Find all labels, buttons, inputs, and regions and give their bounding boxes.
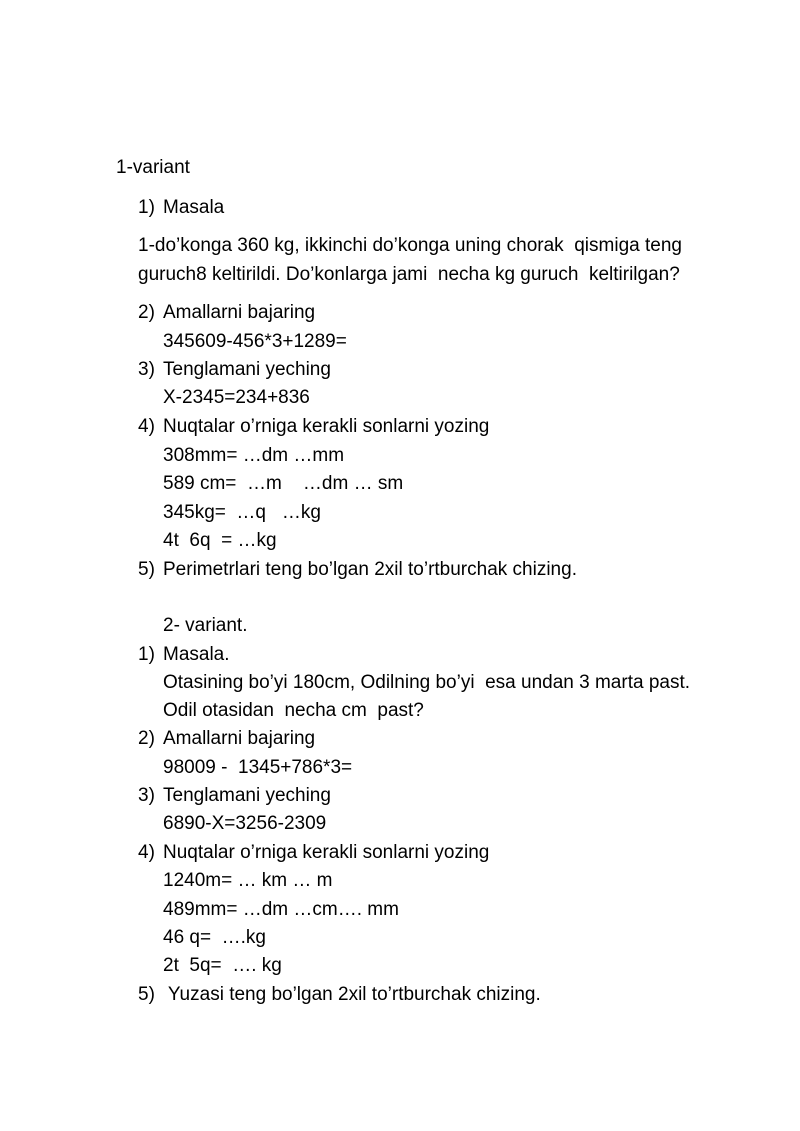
v2-q5-number: 5) <box>138 984 155 1005</box>
v2-q1-number: 1) <box>138 644 155 665</box>
v2-q2-number: 2) <box>138 728 155 749</box>
v2-q4-number: 4) <box>138 842 155 863</box>
v1-q1-label: Masala <box>163 197 225 218</box>
v1-q2-label: Amallarni bajaring <box>163 302 316 323</box>
v2-problem-line1: Otasining bo’yi 180cm, Odilning bo’yi esa undan 3 marta past. <box>163 672 691 693</box>
v2-q2-expression: 98009 - 1345+786*3= <box>163 757 353 778</box>
v1-q5-number: 5) <box>138 559 155 580</box>
v1-q4-item: 589 cm= …m …dm … sm <box>163 473 404 494</box>
v2-q4-item: 489mm= …dm …cm…. mm <box>163 899 399 920</box>
v2-q3-number: 3) <box>138 785 155 806</box>
v2-q1-label: Masala. <box>163 644 230 665</box>
variant2-title: 2- variant. <box>163 615 248 636</box>
v1-q2-expression: 345609-456*3+1289= <box>163 331 347 352</box>
v2-q5-label: Yuzasi teng bo’lgan 2xil to’rtburchak chizing. <box>163 984 541 1005</box>
v1-q4-number: 4) <box>138 416 155 437</box>
v2-q4-item: 1240m= … km … m <box>163 870 333 891</box>
v2-q2-label: Amallarni bajaring <box>163 728 316 749</box>
v1-q4-item: 4t 6q = …kg <box>163 530 277 551</box>
v1-problem-line1: 1-do’konga 360 kg, ikkinchi do’konga uning chorak qismiga teng <box>138 235 682 256</box>
v1-q2-number: 2) <box>138 302 155 323</box>
v2-q4-item: 2t 5q= …. kg <box>163 955 282 976</box>
variant1-title: 1-variant <box>116 157 190 178</box>
v1-q3-number: 3) <box>138 359 155 380</box>
v1-q5-label: Perimetrlari teng bo’lgan 2xil to’rtburchak chizing. <box>163 559 577 580</box>
v1-problem-line2: guruch8 keltirildi. Do’konlarga jami necha kg guruch keltirilgan? <box>138 264 680 285</box>
v2-q3-equation: 6890-X=3256-2309 <box>163 813 327 834</box>
v1-q4-label: Nuqtalar o’rniga kerakli sonlarni yozing <box>163 416 490 437</box>
v1-q1-number: 1) <box>138 197 155 218</box>
v2-problem-line2: Odil otasidan necha cm past? <box>163 700 424 721</box>
v1-q4-item: 308mm= …dm …mm <box>163 445 345 466</box>
v1-q3-label: Tenglamani yeching <box>163 359 331 380</box>
v1-q4-item: 345kg= …q …kg <box>163 502 321 523</box>
v1-q3-equation: X-2345=234+836 <box>163 387 310 408</box>
v2-q4-item: 46 q= ….kg <box>163 927 266 948</box>
v2-q4-label: Nuqtalar o’rniga kerakli sonlarni yozing <box>163 842 490 863</box>
v2-q3-label: Tenglamani yeching <box>163 785 331 806</box>
